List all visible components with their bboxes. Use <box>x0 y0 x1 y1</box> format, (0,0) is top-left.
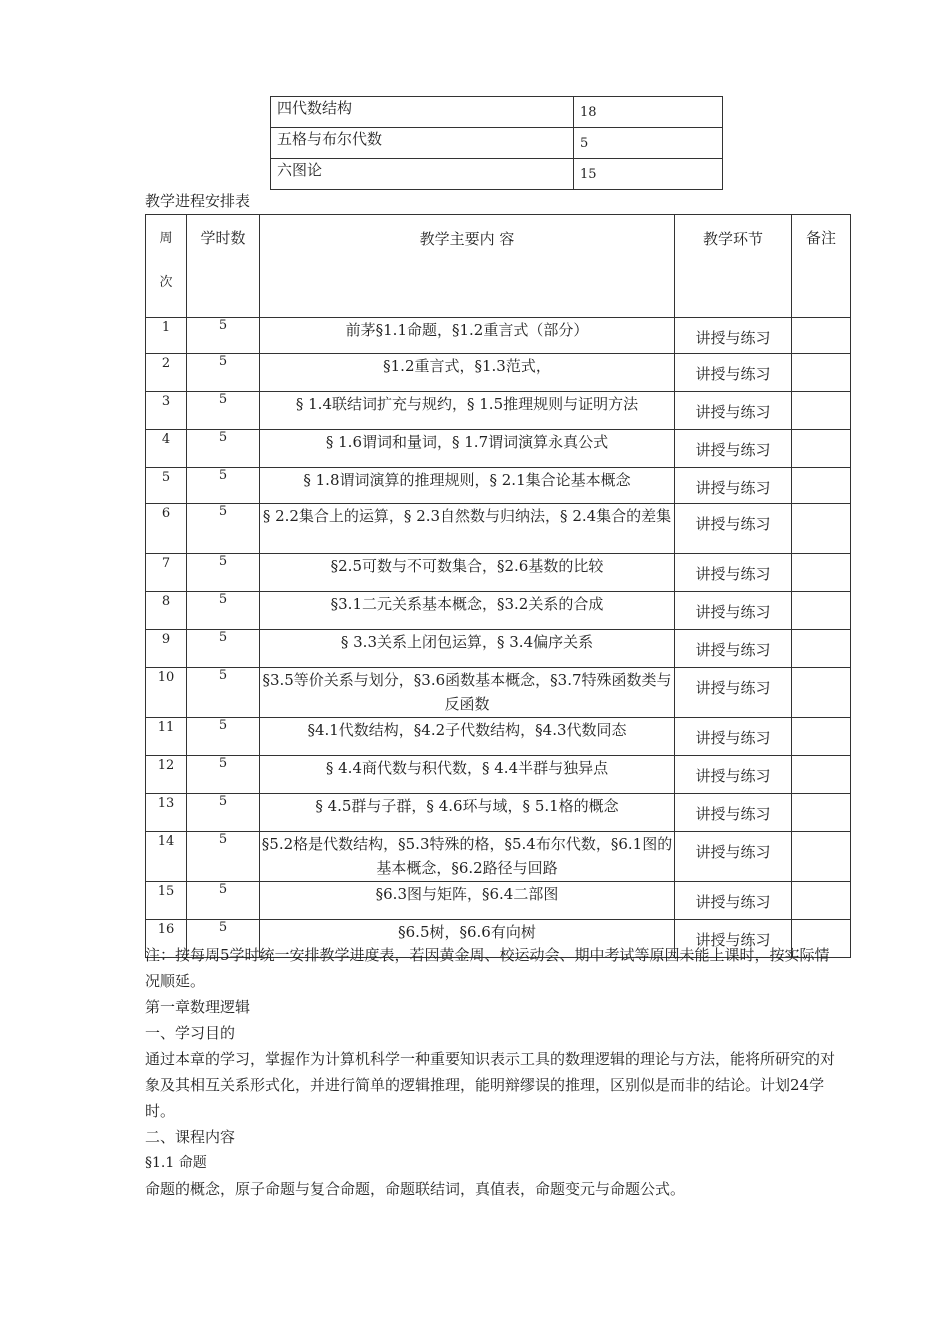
mode-cell <box>675 718 792 756</box>
table-row <box>146 718 851 756</box>
mode-label: 讲授与练习 <box>695 931 771 949</box>
mode-label: 讲授与练习 <box>695 805 771 823</box>
week-cell: 14 <box>146 832 187 882</box>
hours-cell: 5 <box>187 468 260 504</box>
hours-cell: 5 <box>187 832 260 882</box>
mode-cell <box>675 756 792 794</box>
table-row <box>146 756 851 794</box>
content-cell: §4.1代数结构，§4.2子代数结构，§4.3代数同态 <box>260 718 675 756</box>
schedule-body <box>146 318 851 958</box>
schedule-note: 注：按每周5学时统一安排教学进度表，若因黄金周、校运动会、期中考试等原因未能上课时，按实际情况顺延。 <box>145 946 830 990</box>
mode-label: 讲授与练习 <box>695 843 771 861</box>
note-cell <box>792 718 851 756</box>
mode-cell <box>675 468 792 504</box>
note-cell <box>792 794 851 832</box>
hours-cell: 5 <box>187 756 260 794</box>
note-cell <box>792 882 851 920</box>
mode-label: 讲授与练习 <box>695 767 771 785</box>
header-note: 备注 <box>792 215 851 318</box>
content-cell: § 1.6谓词和量词，§ 1.7谓词演算永真公式 <box>260 430 675 468</box>
chapter-name: 四代数结构 <box>271 97 574 128</box>
mode-cell <box>675 668 792 718</box>
note-cell <box>792 668 851 718</box>
table-row <box>146 430 851 468</box>
mode-label: 讲授与练习 <box>695 565 771 583</box>
table-row <box>146 468 851 504</box>
hours-cell: 5 <box>187 392 260 430</box>
mode-cell <box>675 794 792 832</box>
mode-label: 讲授与练习 <box>695 515 771 533</box>
content-cell: § 1.8谓词演算的推理规则，§ 2.1集合论基本概念 <box>260 468 675 504</box>
week-cell: 11 <box>146 718 187 756</box>
table-row <box>146 794 851 832</box>
mode-label: 讲授与练习 <box>695 329 771 347</box>
table-row <box>146 554 851 592</box>
week-cell: 7 <box>146 554 187 592</box>
week-cell: 1 <box>146 318 187 354</box>
header-hours: 学时数 <box>187 215 260 318</box>
mode-cell <box>675 354 792 392</box>
hours-cell: 5 <box>187 630 260 668</box>
content-cell: §6.3图与矩阵，§6.4二部图 <box>260 882 675 920</box>
mode-label: 讲授与练习 <box>695 365 771 383</box>
header-week <box>146 215 187 318</box>
note-cell <box>792 592 851 630</box>
content-cell: §1.2重言式，§1.3范式， <box>260 354 675 392</box>
mode-cell <box>675 318 792 354</box>
schedule-caption: 教学进程安排表 <box>145 192 251 210</box>
week-cell: 9 <box>146 630 187 668</box>
mode-cell <box>675 630 792 668</box>
mode-label: 讲授与练习 <box>695 441 771 459</box>
week-cell: 3 <box>146 392 187 430</box>
mode-cell <box>675 882 792 920</box>
schedule-table <box>145 214 851 958</box>
note-cell <box>792 554 851 592</box>
table-row <box>146 882 851 920</box>
header-mode: 教学环节 <box>675 215 792 318</box>
mode-cell <box>675 832 792 882</box>
subsection-text: 命题的概念，原子命题与复合命题，命题联结词，真值表，命题变元与命题公式。 <box>145 1180 686 1198</box>
hours-cell: 5 <box>187 882 260 920</box>
content-cell: § 4.4商代数与积代数，§ 4.4半群与独异点 <box>260 756 675 794</box>
week-cell: 5 <box>146 468 187 504</box>
content-cell: §5.2格是代数结构，§5.3特殊的格，§5.4布尔代数，§6.1图的基本概念，§6.2路径与回路 <box>260 832 675 882</box>
note-cell <box>792 430 851 468</box>
table-row <box>146 504 851 554</box>
table-row <box>146 318 851 354</box>
week-cell: 12 <box>146 756 187 794</box>
schedule-header-row <box>146 215 851 318</box>
mode-label: 讲授与练习 <box>695 603 771 621</box>
table-row <box>146 592 851 630</box>
week-cell: 8 <box>146 592 187 630</box>
week-cell: 13 <box>146 794 187 832</box>
mode-cell <box>675 554 792 592</box>
chapter-hours: 15 <box>574 159 723 190</box>
week-cell: 6 <box>146 504 187 554</box>
table-row <box>271 97 723 128</box>
table-row <box>271 128 723 159</box>
table-row <box>146 668 851 718</box>
hours-cell: 5 <box>187 318 260 354</box>
mode-cell <box>675 392 792 430</box>
content-cell: § 1.4联结词扩充与规约，§ 1.5推理规则与证明方法 <box>260 392 675 430</box>
chapter-name: 五格与布尔代数 <box>271 128 574 159</box>
hours-cell: 5 <box>187 668 260 718</box>
table-row <box>146 392 851 430</box>
hours-cell: 5 <box>187 794 260 832</box>
mode-label: 讲授与练习 <box>695 729 771 747</box>
content-cell: §3.1二元关系基本概念，§3.2关系的合成 <box>260 592 675 630</box>
mode-label: 讲授与练习 <box>695 679 771 697</box>
content-cell: § 2.2集合上的运算，§ 2.3自然数与归纳法，§ 2.4集合的差集 <box>260 504 675 554</box>
table-row <box>146 630 851 668</box>
chapter-hours: 18 <box>574 97 723 128</box>
note-cell <box>792 756 851 794</box>
note-cell <box>792 468 851 504</box>
week-cell: 10 <box>146 668 187 718</box>
mode-cell <box>675 592 792 630</box>
hours-cell: 5 <box>187 354 260 392</box>
subsection-title: §1.1 命题 <box>145 1155 207 1171</box>
content-cell: § 3.3关系上闭包运算，§ 3.4偏序关系 <box>260 630 675 668</box>
note-cell <box>792 318 851 354</box>
chapter-name: 六图论 <box>271 159 574 190</box>
mode-label: 讲授与练习 <box>695 403 771 421</box>
mode-label: 讲授与练习 <box>695 479 771 497</box>
hours-cell: 5 <box>187 504 260 554</box>
table-row <box>271 159 723 190</box>
section-goal-title: 一、学习目的 <box>145 1024 236 1042</box>
course-hours-table <box>270 96 723 190</box>
hours-cell: 5 <box>187 430 260 468</box>
note-cell <box>792 392 851 430</box>
mode-cell <box>675 430 792 468</box>
note-cell <box>792 504 851 554</box>
note-cell <box>792 630 851 668</box>
hours-cell: 5 <box>187 554 260 592</box>
mode-cell <box>675 504 792 554</box>
mode-label: 讲授与练习 <box>695 893 771 911</box>
content-cell: 前茅§1.1命题，§1.2重言式（部分） <box>260 318 675 354</box>
header-week-line2: 次 <box>159 275 173 290</box>
week-cell: 15 <box>146 882 187 920</box>
section-content-title: 二、课程内容 <box>145 1128 236 1146</box>
header-week-line1: 周 <box>159 231 173 246</box>
chapter-title: 第一章数理逻辑 <box>145 998 251 1016</box>
hours-cell: 5 <box>187 592 260 630</box>
content-cell: §6.5树，§6.6有向树 <box>260 920 675 958</box>
mode-label: 讲授与练习 <box>695 641 771 659</box>
header-content: 教学主要内 容 <box>260 215 675 318</box>
chapter-hours: 5 <box>574 128 723 159</box>
hours-cell: 5 <box>187 920 260 958</box>
table-row <box>146 354 851 392</box>
content-cell: § 4.5群与子群，§ 4.6环与域，§ 5.1格的概念 <box>260 794 675 832</box>
week-cell: 2 <box>146 354 187 392</box>
note-cell <box>792 832 851 882</box>
content-cell: §2.5可数与不可数集合，§2.6基数的比较 <box>260 554 675 592</box>
hours-cell: 5 <box>187 718 260 756</box>
table-row <box>146 832 851 882</box>
content-cell: §3.5等价关系与划分，§3.6函数基本概念，§3.7特殊函数类与反函数 <box>260 668 675 718</box>
goal-text: 通过本章的学习，掌握作为计算机科学一种重要知识表示工具的数理逻辑的理论与方法，能将所研究的对象及其相互关系形式化，并进行简单的逻辑推理，能明辩缪误的推理，区别似是而非的结论。计划24学时。 <box>145 1050 836 1120</box>
week-cell: 16 <box>146 920 187 958</box>
week-cell: 4 <box>146 430 187 468</box>
note-cell <box>792 354 851 392</box>
